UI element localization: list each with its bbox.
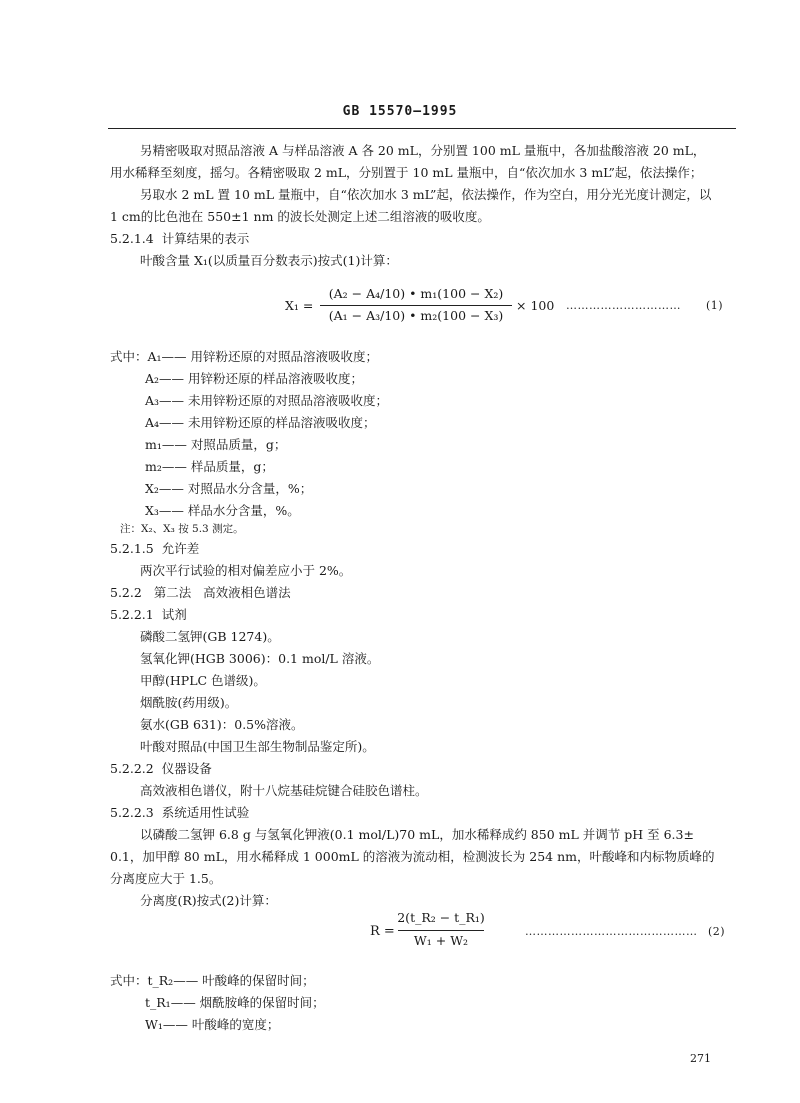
definition-line: m₁—— 对照品质量，g； bbox=[145, 437, 287, 452]
section-title: 仪器设备 bbox=[161, 761, 212, 776]
leader-dots: ………………………… bbox=[566, 299, 681, 312]
equation-1-numerator: (A₂ − A₄/10) • m₁(100 − X₂) bbox=[328, 286, 504, 301]
note: 注：X₂、X₃ 按 5.3 测定。 bbox=[120, 523, 244, 535]
equation-2-lhs: R = bbox=[370, 924, 395, 939]
section-heading-5223 bbox=[110, 804, 249, 822]
definition-line: 式中：A₁—— 用锌粉还原的对照品溶液吸收度； bbox=[110, 349, 379, 364]
definition-line: m₂—— 样品质量，g； bbox=[145, 459, 274, 474]
leader-dots: ……………………………………… bbox=[525, 925, 698, 938]
reagent-item: 氢氧化钾(HGB 3006)：0.1 mol/L 溶液。 bbox=[140, 651, 380, 666]
equation-number: (2) bbox=[708, 925, 726, 938]
definition-line: 式中：t_R₂—— 叶酸峰的保留时间； bbox=[110, 973, 315, 988]
section-number: 5.2.2 bbox=[110, 585, 142, 600]
fraction-bar bbox=[320, 305, 512, 306]
equation-1-denominator: (A₁ − A₃/10) • m₂(100 − X₃) bbox=[328, 308, 504, 323]
definition-line: A₂—— 用锌粉还原的样品溶液吸收度； bbox=[145, 371, 364, 386]
paragraph-line: 另取水 2 mL 置 10 mL 量瓶中，自“依次加水 3 mL”起，依法操作，作为空白，用分光光度计测定，以 bbox=[140, 187, 712, 202]
standard-header: GB 15570—1995 bbox=[342, 104, 458, 119]
fraction-bar bbox=[398, 930, 484, 931]
reagent-item: 甲醇(HPLC 色谱级)。 bbox=[140, 673, 266, 688]
definition-line: X₃—— 样品水分含量，%。 bbox=[145, 503, 300, 518]
equation-2-numerator: 2(t_R₂ − t_R₁) bbox=[397, 910, 485, 925]
page-number: 271 bbox=[690, 1052, 711, 1065]
section-heading-5215 bbox=[110, 540, 199, 558]
paragraph-line: 另精密吸取对照品溶液 A 与样品溶液 A 各 20 mL，分别置 100 mL 量瓶中，各加盐酸溶液 20 mL， bbox=[140, 143, 706, 158]
paragraph-line: 1 cm的比色池在 550±1 nm 的波长处测定上述二组溶液的吸收度。 bbox=[110, 209, 490, 224]
equation-2-denominator: W₁ + W₂ bbox=[413, 933, 469, 948]
section-heading-5214 bbox=[110, 230, 249, 248]
equation-number: (1) bbox=[706, 299, 724, 312]
section-number: 5.2.2.3 bbox=[110, 805, 154, 820]
paragraph-line: 用水稀释至刻度，摇匀。各精密吸取 2 mL，分别置于 10 mL 量瓶中，自“依次加水 3 mL”起，依法操作； bbox=[110, 165, 703, 180]
definition-line: W₁—— 叶酸峰的宽度； bbox=[145, 1017, 280, 1032]
definition-line: A₃—— 未用锌粉还原的对照品溶液吸收度； bbox=[145, 393, 389, 408]
section-title: 试剂 bbox=[161, 607, 187, 622]
section-heading-5222 bbox=[110, 760, 212, 778]
equation-1-multiplier: × 100 bbox=[516, 298, 555, 313]
reagent-item: 烟酰胺(药用级)。 bbox=[140, 695, 238, 710]
reagent-item: 氨水(GB 631)：0.5%溶液。 bbox=[140, 717, 304, 732]
section-heading-522 bbox=[110, 584, 291, 602]
paragraph-line: 0.1，加甲醇 80 mL，用水稀释成 1 000mL 的溶液为流动相，检测波长为 254 nm，叶酸峰和内标物质峰的 bbox=[110, 849, 715, 864]
equation-1-lhs: X₁ = bbox=[285, 298, 314, 313]
definition-line: A₄—— 未用锌粉还原的样品溶液吸收度； bbox=[145, 415, 376, 430]
header-rule bbox=[108, 128, 736, 129]
formula-intro: 分离度(R)按式(2)计算： bbox=[140, 893, 277, 908]
instrument-text: 高效液相色谱仪，附十八烷基硅烷键合硅胶色谱柱。 bbox=[140, 783, 428, 798]
definition-line: t_R₁—— 烟酰胺峰的保留时间； bbox=[145, 995, 325, 1010]
section-number: 5.2.1.5 bbox=[110, 541, 154, 556]
section-title: 允许差 bbox=[161, 541, 200, 556]
formula-intro: 叶酸含量 X₁(以质量百分数表示)按式(1)计算： bbox=[140, 253, 398, 268]
reagent-item: 叶酸对照品(中国卫生部生物制品鉴定所)。 bbox=[140, 739, 375, 754]
section-title: 第二法 高效液相色谱法 bbox=[153, 585, 291, 600]
section-number: 5.2.1.4 bbox=[110, 231, 154, 246]
section-heading-5221 bbox=[110, 606, 187, 624]
section-number: 5.2.2.1 bbox=[110, 607, 154, 622]
paragraph-line: 以磷酸二氢钾 6.8 g 与氢氧化钾液(0.1 mol/L)70 mL，加水稀释成约 850 mL 并调节 pH 至 6.3± bbox=[140, 827, 694, 842]
paragraph-line: 分离度应大于 1.5。 bbox=[110, 871, 222, 886]
section-number: 5.2.2.2 bbox=[110, 761, 154, 776]
section-title: 系统适用性试验 bbox=[161, 805, 250, 820]
reagent-item: 磷酸二氢钾(GB 1274)。 bbox=[140, 629, 280, 644]
definition-line: X₂—— 对照品水分含量，%； bbox=[145, 481, 313, 496]
tolerance-text: 两次平行试验的相对偏差应小于 2%。 bbox=[140, 563, 352, 578]
section-title: 计算结果的表示 bbox=[161, 231, 250, 246]
